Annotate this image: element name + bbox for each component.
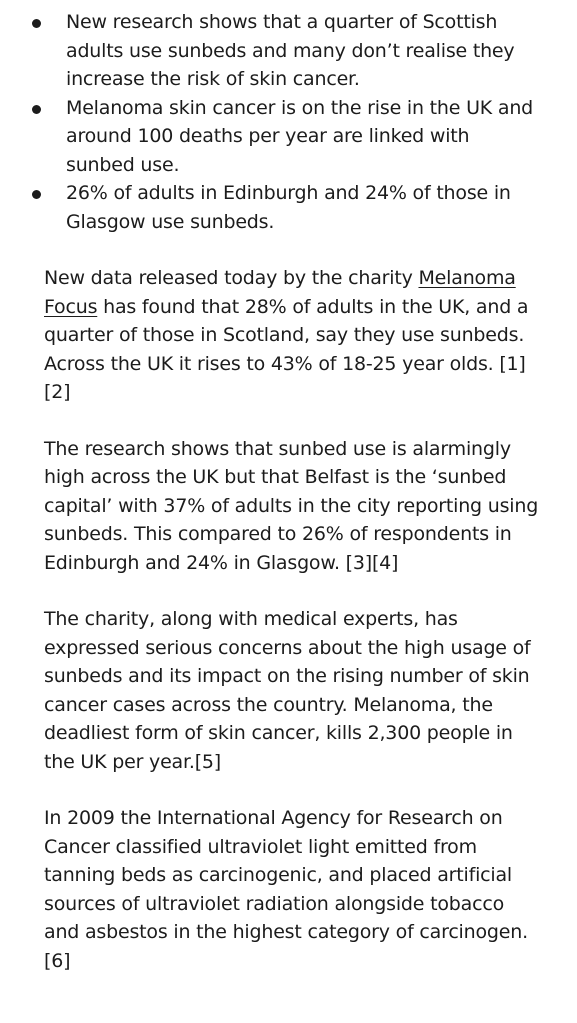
key-point-text: New research shows that a quarter of Scottish adults use sunbeds and many don’t realise they increase the risk of skin cancer. [66, 11, 515, 90]
key-point-text: 26% of adults in Edinburgh and 24% of those in Glasgow use sunbeds. [66, 182, 511, 233]
key-point-item [44, 94, 541, 180]
article-paragraph: The charity, along with medical experts, has expressed serious concerns about the high usage of sunbeds and its impact on the rising number of skin cancer cases across the country. Melanoma, the deadliest form of skin cancer, kills 2,300 people in the UK per year.[5] [44, 608, 531, 773]
key-point-text: Melanoma skin cancer is on the rise in the UK and around 100 deaths per year are linked with sunbed use. [66, 96, 534, 176]
article-paragraph [44, 264, 541, 407]
key-points-list [44, 8, 541, 236]
paragraph-text: has found that 28% of adults in the UK, and a quarter of those in Scotland, say they use sunbeds. Across the UK it rises to 43% of 18-25 year olds. [1][2] [44, 295, 529, 403]
key-point-item [44, 8, 541, 94]
paragraph-text: New data released today by the charity [44, 267, 419, 289]
article-paragraph: The research shows that sunbed use is alarmingly high across the UK but that Belfast is the ‘sunbed capital’ with 37% of adults in the city reporting using sunbeds. This compared to 26% of respondents in Edinburgh and 24% in Glasgow. [3][4] [44, 437, 539, 574]
bullet-icon [32, 19, 41, 28]
bullet-icon [32, 105, 41, 114]
key-point-item [44, 179, 541, 236]
article-paragraph: In 2009 the International Agency for Research on Cancer classified ultraviolet light emitted from tanning beds as carcinogenic, and placed artificial sources of ultraviolet radiation alongside tobacco and asbestos in the highest category of carcinogen. [6] [44, 807, 528, 972]
bullet-icon [32, 190, 41, 199]
melanoma-focus-link[interactable]: Melanoma Focus [44, 267, 516, 318]
